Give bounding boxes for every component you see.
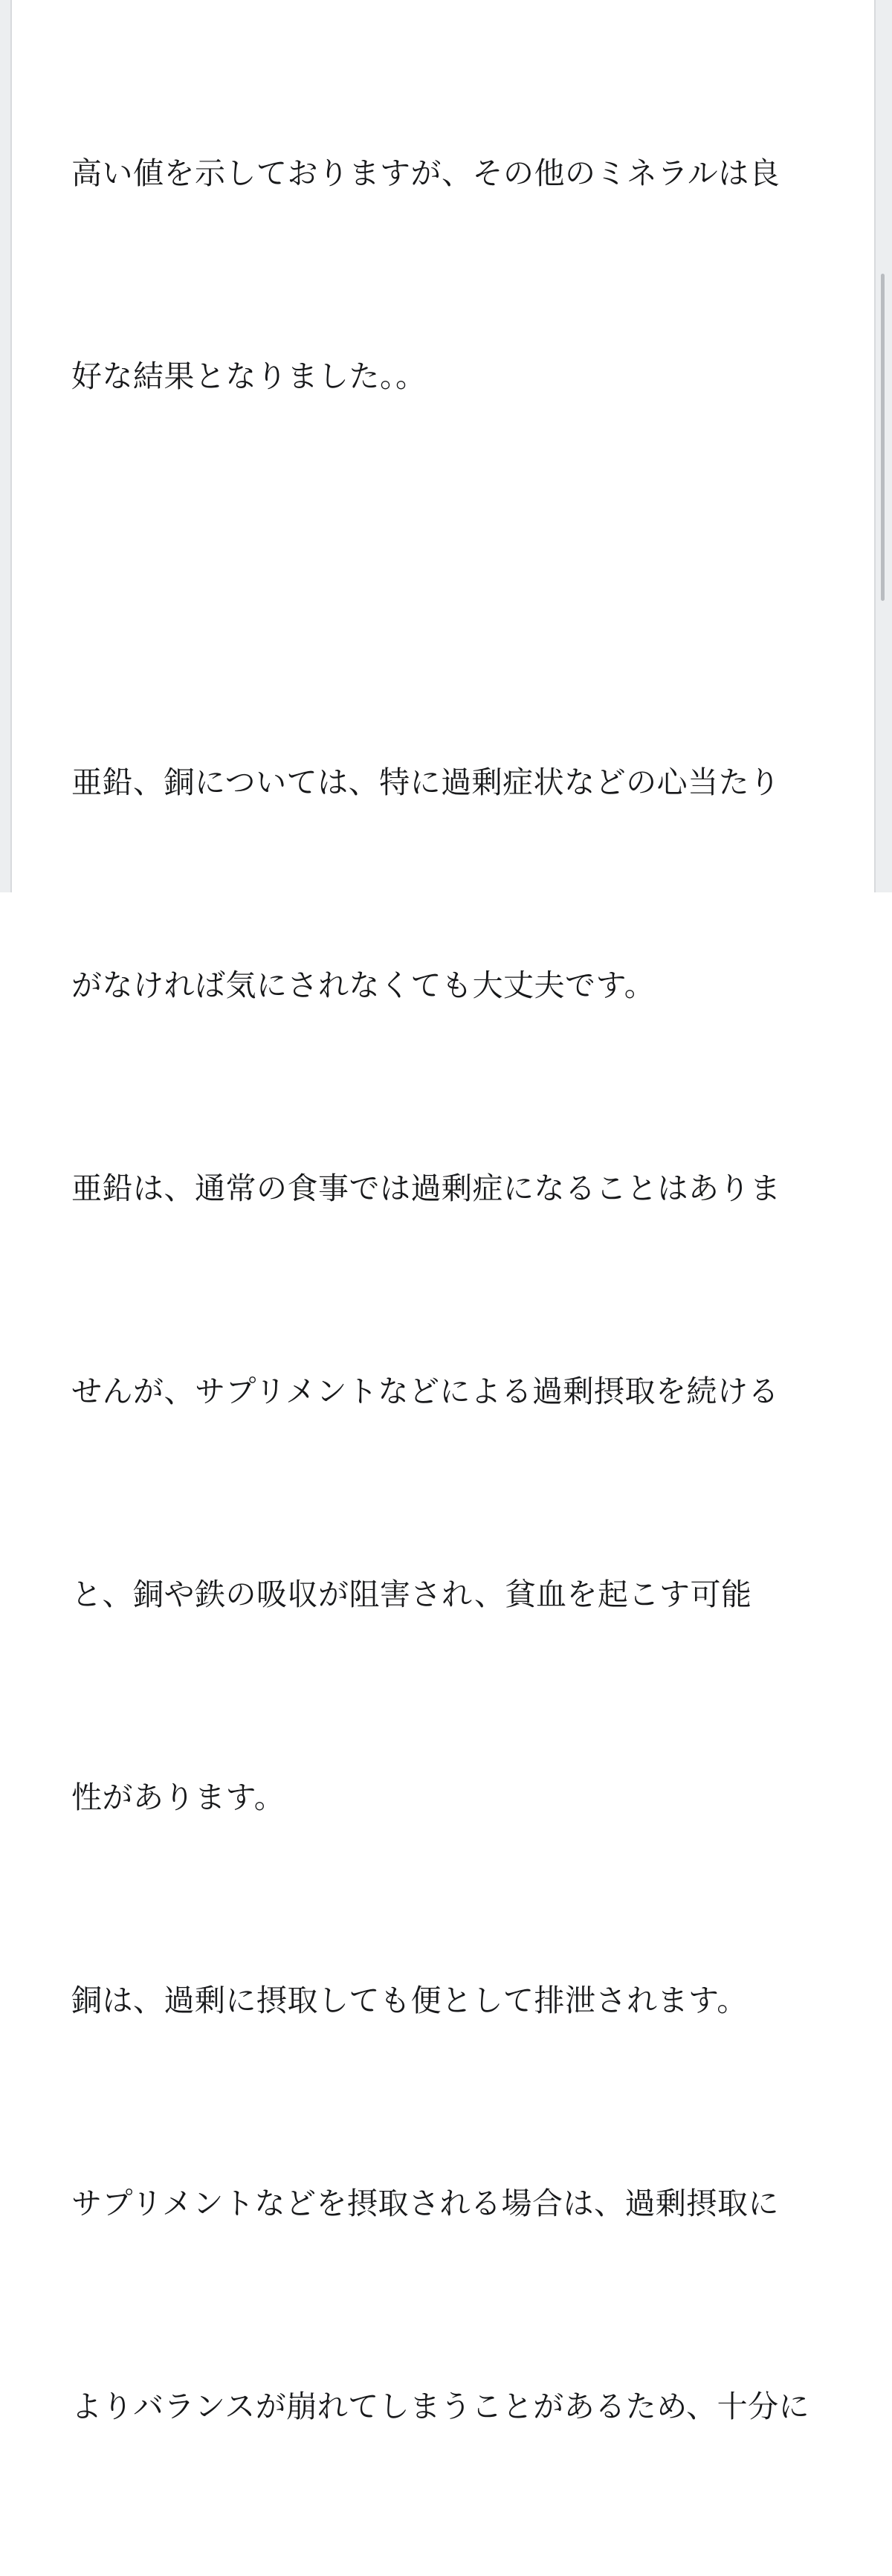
- text-line: がなければ気にされなくても大丈夫です。: [71, 967, 656, 1003]
- left-gutter-divider: [10, 0, 12, 892]
- paragraph-1: [71, 4, 815, 546]
- text-line: 銅は、過剰に摂取しても便として排泄されます。: [71, 1983, 748, 2018]
- text-line: と、銅や鉄の吸収が阻害され、貧血を起こす可能: [71, 1577, 752, 1612]
- paragraph-spacer: [71, 546, 815, 614]
- text-line: 亜鉛、銅については、特に過剰症状などの心当たり: [71, 764, 780, 800]
- text-line: 好な結果となりました。。: [71, 358, 427, 394]
- vertical-scrollbar[interactable]: [882, 0, 889, 892]
- text-line: せんが、サプリメントなどによる過剰摂取を続ける: [71, 1374, 780, 1409]
- document-text-body: [71, 0, 815, 2424]
- text-line: よりバランスが崩れてしまうことがあるため、十分に: [71, 2389, 810, 2424]
- text-line: 亜鉛は、通常の食事では過剰症になることはありま: [71, 1171, 781, 1206]
- text-line: 高い値を示しておりますが、その他のミネラルは良: [71, 155, 780, 191]
- left-page-gutter: [0, 0, 10, 892]
- scrollbar-thumb[interactable]: [881, 274, 885, 601]
- paragraph-2: [71, 614, 815, 2576]
- text-line: 性があります。: [71, 1780, 285, 1815]
- text-line: サプリメントなどを摂取される場合は、過剰摂取に: [71, 2186, 780, 2221]
